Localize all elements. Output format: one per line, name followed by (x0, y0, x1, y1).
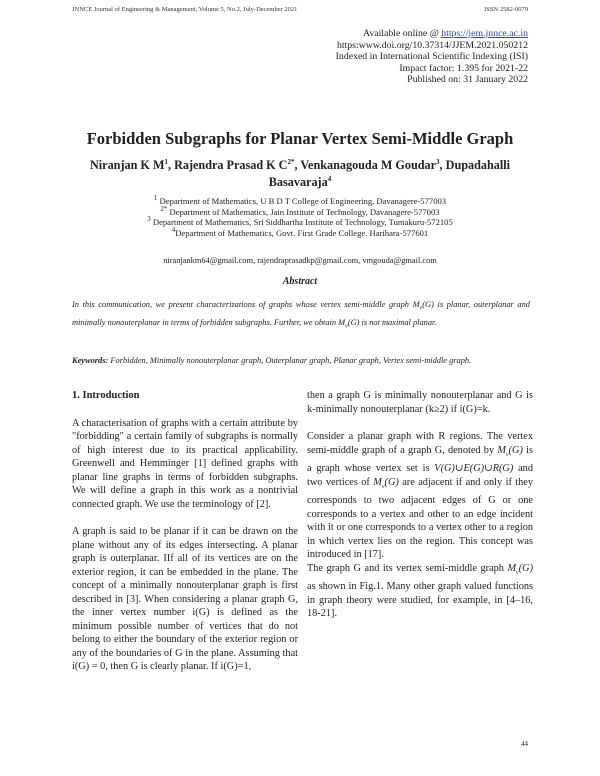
issn-header: ISSN 2582-0079 (484, 6, 528, 13)
author-affil-mark: 1 (164, 157, 168, 166)
paragraph: A characterisation of graphs with a certain attribute by "forbidding" a certain family of subgraphs is normally of high interest due to its practical applicability. Greenwell and Hemminger [1] defined graphs with planar line graphs in terms of forbidden subgraphs. We will define a graph in this work as a nontrivial connected graph. We use the terminology of [2]. (72, 417, 298, 510)
keywords-label: Keywords: (72, 356, 109, 365)
affiliation-line (60, 217, 540, 228)
author-name: , Dupadahalli Basavaraja (268, 158, 510, 189)
affil-mark: 2* (160, 204, 168, 213)
publication-info (336, 28, 528, 86)
paragraph: then a graph G is minimally nonouterplanar and G is k-minimally nonouterplanar (k≥2) if i(G)=k. (307, 390, 533, 415)
affiliation-line (60, 196, 540, 207)
left-column (72, 389, 298, 688)
text-run: The graph G and its vertex semi-middle graph (307, 562, 508, 574)
affiliation-line (60, 204, 540, 218)
affil-mark: 4 (171, 225, 176, 234)
paragraph (307, 562, 533, 621)
keywords (72, 355, 530, 366)
math-vertex-set: V(G)∪E(G)∪R(G) (434, 463, 514, 475)
abstract-part: In this communication, we present characterizations of graphs whose vertex semi-middle graph (72, 300, 413, 309)
author-list (80, 157, 520, 191)
page-number: 44 (521, 740, 528, 748)
text-run: Consider a planar graph with R regions. The vertex semi-middle graph of a graph G, denoted by (307, 431, 533, 456)
author-affil-mark: 3 (436, 157, 440, 166)
journal-header: JNNCE Journal of Engineering & Management, Volume 5, No.2, July-December 2021 (72, 6, 298, 13)
author-affil-mark: 4 (327, 174, 332, 183)
math-mv-g: $M_v(G)$ (497, 444, 523, 458)
abstract-part: is planar, outerplanar and minimally nonouterplanar in terms of forbidden subgraphs. Further, we obtain (72, 300, 530, 328)
author-name: Niranjan K M (89, 158, 165, 172)
abstract-heading: Abstract (282, 276, 318, 287)
author-name: , Rajendra Prasad K C (167, 158, 288, 172)
abstract-part: is not maximal planar. (359, 318, 437, 328)
math-mv-g: $M_v(G)$ (373, 476, 399, 490)
available-online-line (336, 28, 528, 40)
paragraph (307, 430, 533, 562)
affil-text: Department of Mathematics, Sri Siddhartha Institute of Technology, Tumakuru-572105 (150, 217, 453, 228)
impact-factor-line: Impact factor: 1.395 for 2021-22 (399, 62, 528, 74)
text-run: as shown in Fig.1. Many other graph valued functions in graph theory were studied, for example, in [4–16, 18-21]. (307, 581, 533, 620)
affil-text: Department of Mathematics, U B D T College of Engineering, Davanagere-577003 (157, 196, 447, 206)
indexed-line: Indexed in International Scientific Indexing (ISI) (335, 51, 528, 63)
math-mv-g: $M_v(G)$ (338, 318, 360, 330)
paragraph: A graph is said to be planar if it can be drawn on the plane without any of its edges intersecting. A planar graph is outerplanar. IIf all of its vertices are on the exterior region, it can be embedded in the plane. The concept of a minimally nonouterplanar graph is first described in [3]. When considering a planar graph G, the inner vertex number i(G) is defined as the minimum possible number of vertices that do not belong to either the boundary of the exterior region or any of the boundaries of G in the plane. Assuming that i(G) = 0, then G is clearly planar. If i(G)=1, (72, 526, 298, 672)
text-run: are adjacent if and only if they corresponds to two adjacent edges of G or one corresponds to a vertex and other to an edge incident with it or one corresponds to a vertex other to a region in which vertex lies on the region. This concept was introduced in [17]. (307, 476, 534, 561)
author-name: , Venkanagouda M Goudar (294, 158, 437, 172)
doi-line: https:www.doi.org/10.37314/JJEM.2021.050212 (336, 39, 528, 51)
author-affil-mark: 2* (287, 157, 295, 166)
abstract-text (72, 298, 530, 334)
affil-text: Department of Mathematics, Jain Institute of Technology, Davanagere-577003 (167, 206, 440, 217)
right-column (307, 389, 533, 635)
keywords-text: Forbidden, Minimally nonouterplanar graph, Outerplanar graph, Planar graph, Vertex semi-middle graph. (108, 356, 472, 365)
paper-title: Forbidden Subgraphs for Planar Vertex Semi-Middle Graph (86, 129, 514, 148)
affiliations (60, 196, 540, 238)
text-run: and two vertices of (307, 463, 533, 488)
journal-url-link[interactable]: https://jem.jnnce.ac.in (441, 28, 528, 39)
affil-text: Department of Mathematics, Govt. First Grade College. Harihara-577601 (175, 227, 429, 238)
affil-mark: 3 (147, 215, 151, 224)
affiliation-line (60, 225, 540, 239)
published-date-line: Published on: 31 January 2022 (407, 74, 528, 86)
affil-mark: 1 (153, 194, 158, 203)
section-heading: 1. Introduction (72, 390, 140, 401)
available-online-label: Available online @ (362, 28, 442, 39)
author-emails: niranjankm64@gmail.com, rajendraprasadkp@gmail.com, vmgouda@gmail.com (163, 256, 437, 265)
math-mv-g: $M_v(G)$ (507, 562, 533, 576)
text-run: is a graph whose vertex set is (307, 444, 533, 475)
math-mv-g: $M_v(G)$ (412, 300, 434, 312)
